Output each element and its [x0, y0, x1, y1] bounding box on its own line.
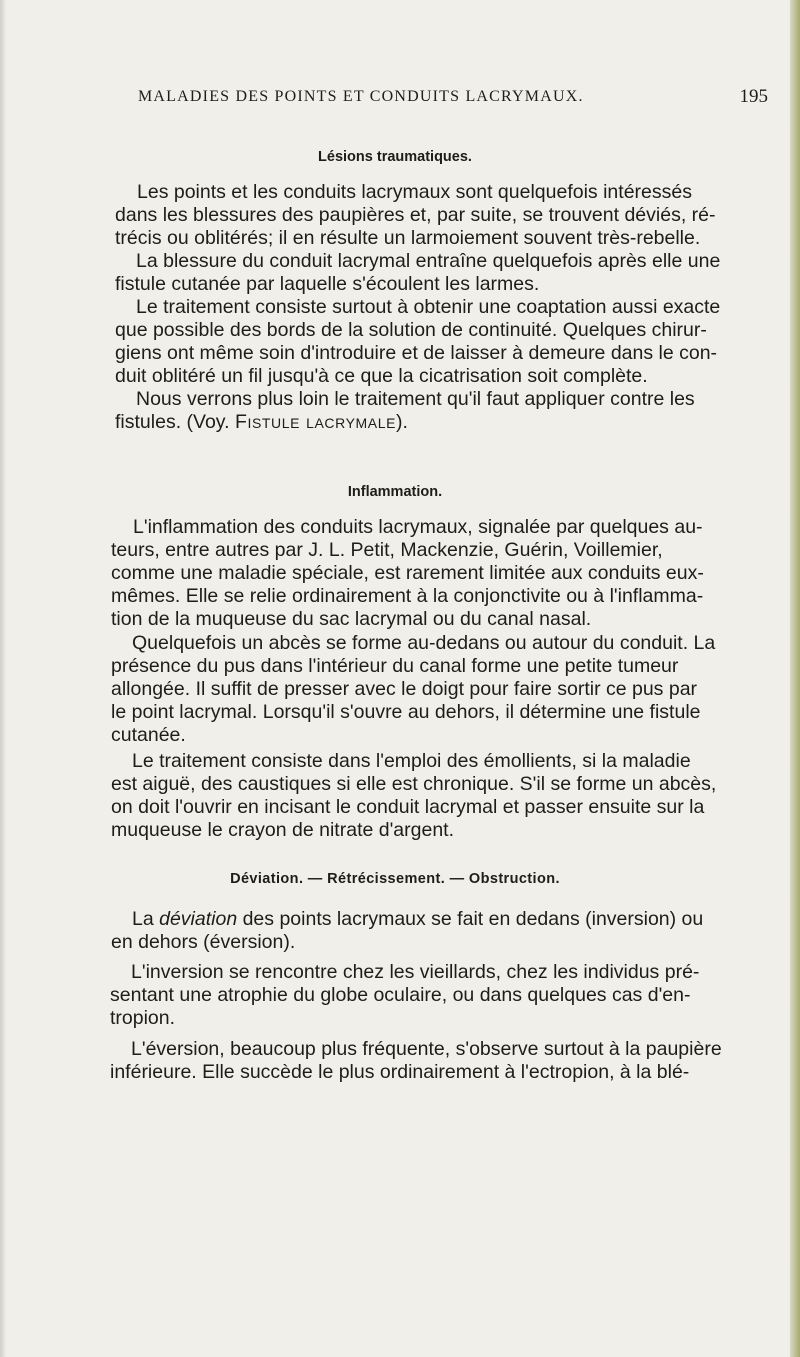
running-head [128, 88, 768, 112]
section-title-lesions: Lésions traumatiques. [318, 149, 472, 165]
page-right-edge [790, 0, 800, 1357]
paragraph-line: L'inversion se rencontre chez les vieillards, chez les individus pré- [131, 961, 700, 983]
paragraph-line: La blessure du conduit lacrymal entraîne quelquefois après elle une [136, 250, 721, 272]
paragraph-line: muqueuse le crayon de nitrate d'argent. [111, 819, 455, 841]
crossref-link: Fistule lacrymale [234, 411, 397, 433]
paragraph-line: tion de la muqueuse du sac lacrymal ou du canal nasal. [111, 608, 592, 630]
paragraph-line: dans les blessures des paupières et, par suite, se trouvent déviés, ré- [115, 204, 716, 226]
text-run: La [132, 908, 160, 930]
paragraph-line: trécis ou oblitérés; il en résulte un larmoiement souvent très-rebelle. [115, 227, 701, 249]
paragraph-line: Le traitement consiste dans l'emploi des émollients, si la maladie [132, 750, 691, 772]
paragraph-line: en dehors (éversion). [111, 931, 296, 953]
paragraph-line [132, 907, 703, 931]
text-run: des points lacrymaux se fait en dedans (inversion) ou [237, 908, 704, 930]
paragraph-line: inférieure. Elle succède le plus ordinairement à l'ectropion, à la blé- [110, 1061, 690, 1083]
paragraph-line: on doit l'ouvrir en incisant le conduit lacrymal et passer ensuite sur la [111, 796, 705, 818]
paragraph-line: allongée. Il suffit de presser avec le doigt pour faire sortir ce pus par [111, 678, 698, 700]
section-title-deviation: Déviation. — Rétrécissement. — Obstruction. [230, 871, 560, 887]
crossref-prefix: fistules. (Voy. [115, 411, 235, 433]
running-head-title: MALADIES DES POINTS ET CONDUITS LACRYMAUX. [138, 88, 584, 105]
paragraph-line: comme une maladie spéciale, est rarement limitée aux conduits eux- [111, 562, 704, 584]
paragraph-line: L'éversion, beaucoup plus fréquente, s'observe surtout à la paupière [131, 1038, 722, 1060]
paragraph-line: Nous verrons plus loin le traitement qu'il faut appliquer contre les [136, 388, 695, 410]
section-title-inflammation: Inflammation. [347, 484, 443, 500]
paragraph-line: Les points et les conduits lacrymaux sont quelquefois intéressés [137, 181, 692, 203]
paragraph-line: sentant une atrophie du globe oculaire, ou dans quelques cas d'en- [110, 984, 691, 1006]
page-number: 195 [739, 86, 768, 107]
paragraph-line: cutanée. [111, 724, 186, 746]
paragraph-line: Quelquefois un abcès se forme au-dedans ou autour du conduit. La [132, 632, 716, 654]
paragraph-line: giens ont même soin d'introduire et de laisser à demeure dans le con- [115, 342, 718, 364]
paragraph-line: que possible des bords de la solution de continuité. Quelques chirur- [115, 319, 707, 341]
paragraph-line-crossref [115, 410, 408, 434]
paragraph-line: L'inflammation des conduits lacrymaux, signalée par quelques au- [133, 516, 703, 538]
paragraph-line: Le traitement consiste surtout à obtenir une coaptation aussi exacte [136, 296, 721, 318]
paragraph-line: teurs, entre autres par J. L. Petit, Mackenzie, Guérin, Voillemier, [111, 539, 663, 561]
paragraph-line: fistule cutanée par laquelle s'écoulent les larmes. [115, 273, 540, 295]
paragraph-line: le point lacrymal. Lorsqu'il s'ouvre au dehors, il détermine une fistule [111, 701, 701, 723]
paragraph-line: est aiguë, des caustiques si elle est chronique. S'il se forme un abcès, [111, 773, 717, 795]
emphasis-term: déviation [159, 908, 238, 930]
paragraph-line: tropion. [110, 1007, 176, 1029]
paragraph-line: présence du pus dans l'intérieur du canal forme une petite tumeur [111, 655, 679, 677]
paragraph-line: duit oblitéré un fil jusqu'à ce que la cicatrisation soit complète. [115, 365, 648, 387]
paragraph-line: mêmes. Elle se relie ordinairement à la conjonctivite ou à l'inflamma- [111, 585, 704, 607]
crossref-suffix: ). [396, 411, 408, 433]
